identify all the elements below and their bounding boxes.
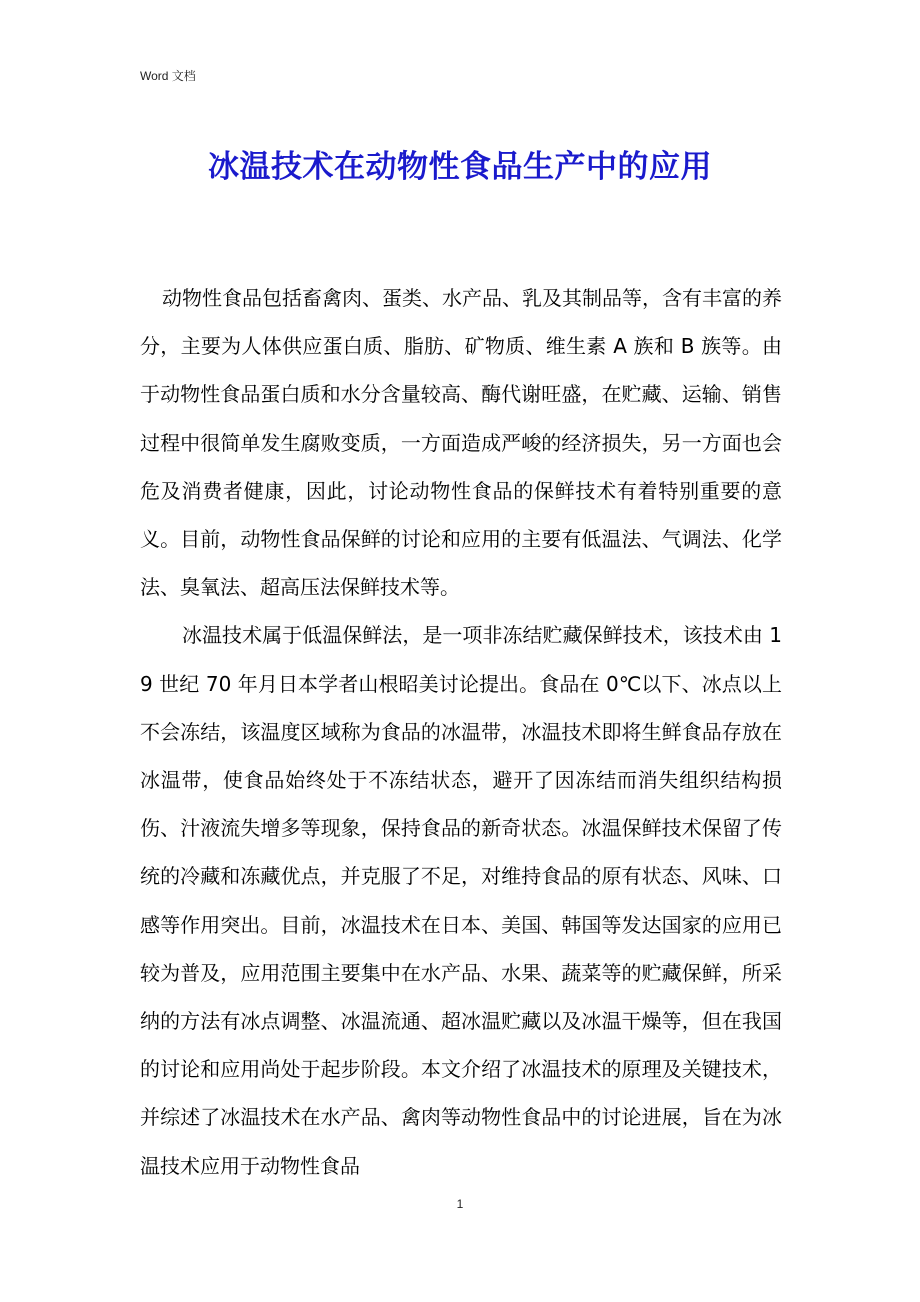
paragraph-1: 动物性食品包括畜禽肉、蛋类、水产品、乳及其制品等，含有丰富的养分，主要为人体供应蛋白质、脂肪、矿物质、维生素 A 族和 B 族等。由于动物性食品蛋白质和水分含量较高、酶代谢旺盛，在贮藏、运输、销售过程中很简单发生腐败变质，一方面造成严峻的经济损失，另一方面也会危及消费者健康，因此，讨论动物性食品的保鲜技术有着特别重要的意义。目前，动物性食品保鲜的讨论和应用的主要有低温法、气调法、化学法、臭氧法、超高压法保鲜技术等。	[140, 286, 782, 600]
document-body	[140, 274, 782, 1190]
document-title: 冰温技术在动物性食品生产中的应用	[208, 149, 712, 185]
page-number: 1	[456, 1197, 464, 1211]
header-label: Word 文档	[140, 69, 196, 83]
paragraph-2: 冰温技术属于低温保鲜法，是一项非冻结贮藏保鲜技术，该技术由 19 世纪 70 年月日本学者山根昭美讨论提出。食品在 0℃以下、冰点以上不会冻结，该温度区域称为食品的冰温带，冰温技术即将生鲜食品存放在冰温带，使食品始终处于不冻结状态，避开了因冻结而消失组织结构损伤、汁液流失增多等现象，保持食品的新奇状态。冰温保鲜技术保留了传统的冷藏和冻藏优点，并克服了不足，对维持食品的原有状态、风味、口感等作用突出。目前，冰温技术在日本、美国、韩国等发达国家的应用已较为普及，应用范围主要集中在水产品、水果、蔬菜等的贮藏保鲜，所采纳的方法有冰点调整、冰温流通、超冰温贮藏以及冰温干燥等，但在我国的讨论和应用尚处于起步阶段。本文介绍了冰温技术的原理及关键技术，并综述了冰温技术在水产品、禽肉等动物性食品中的讨论进展，旨在为冰温技术应用于动物性食品	[140, 623, 782, 1178]
